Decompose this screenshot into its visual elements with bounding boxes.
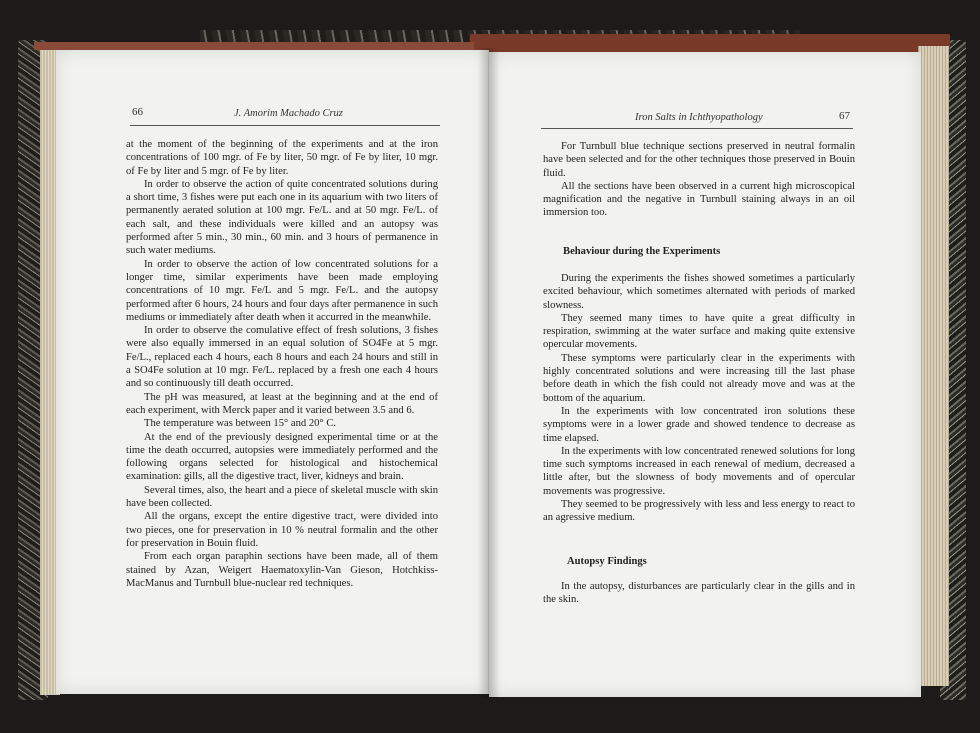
page-stack-right [918, 46, 949, 686]
right-intro-paragraph-2: All the sections have been observed in a current high microscopical magnification and the negative in Turnbull staining always in an oil immersion too. [543, 180, 855, 219]
book-edge-left [34, 42, 474, 50]
left-paragraph-9: All the organs, except the entire digestive tract, were divided into two pieces, one for preservation in 10 % neutral formalin and the other for preservation in Bouin fluid. [126, 511, 438, 549]
left-paragraph-5: The pH was measured, at least at the beginning and at the end of each experiment, with Merck paper and it varied between 3.5 and 6. [126, 391, 438, 416]
left-page [56, 50, 489, 694]
right-section1-paragraph-6: They seemed to be progressively with less and less energy to react to an agressive medium. [543, 499, 855, 524]
right-section1-paragraph-1: During the experiments the fishes showed sometimes a particularly excited behaviour, which sometimes alternated with periods of marked slowness. [543, 273, 855, 311]
left-paragraph-2: In order to observe the action of quite concentrated solutions during a short time, 3 fishes were put each one in its aquarium with two liters of permanently aerated solution at 100 mgr. Fe/L. and at 50 mgr. Fe/L. of each salt, and these individuals were killed and an autopsy was performed after 5 min., 30 min., 60 min. and 3 hours of permanence in such water mediums. [126, 178, 438, 257]
right-section2-text [543, 580, 855, 607]
left-paragraph-7: At the end of the previously designed experimental time or at the time the death occurred, autopsies were immediately performed and the following organs selected for histological and histochemical examination: gills, all the digestive tract, liver, kidneys and brain. [126, 431, 438, 483]
book-gutter [478, 48, 500, 698]
book-spine-edge [470, 34, 950, 52]
right-running-head: Iron Salts in Ichthyopathology [635, 112, 763, 123]
left-header-rule [130, 125, 440, 126]
left-body-text [126, 138, 438, 590]
left-paragraph-4: In order to observe the comulative effect of fresh solutions, 3 fishes were also equally immersed in an equal solution of SO4Fe at 5 mgr. Fe/L., replaced each 4 hours, each 8 hours and each 24 hours and still in a SO4Fe solution at 10 mgr. Fe/L. replaced by a fresh one each 4 hours and so continuously till death occurred. [126, 325, 438, 390]
left-paragraph-8: Several times, also, the heart and a piece of skeletal muscle with skin have been collected. [126, 484, 438, 510]
right-section1-paragraph-3: These symptoms were particularly clear in the experiments with highly concentrated solutions and were increasing till the last phase before death in which the fish could not already move and was at the bottom of the aquarium. [543, 352, 855, 404]
right-page [489, 52, 921, 697]
left-running-head: J. Amorim Machado Cruz [234, 108, 343, 119]
section-heading-autopsy: Autopsy Findings [567, 556, 647, 567]
right-section1-paragraph-4: In the experiments with low concentrated iron solutions these symptoms were in a lower grade and showed tendence to decrease as time elapsed. [543, 405, 855, 444]
right-header-rule [541, 128, 853, 129]
left-paragraph-10: From each organ paraphin sections have been made, all of them stained by Azan, Weigert Haematoxylin-Van Gieson, Hotchkiss-MacManus and Turnbull blue-nuclear red techniques. [126, 551, 438, 589]
right-intro-paragraph-1: For Turnbull blue technique sections preserved in neutral formalin have been selected and for the other techniques those preserved in Bouin fluid. [543, 141, 855, 179]
right-section1-paragraph-2: They seemed many times to have quite a great difficulty in respiration, swimming at the water surface and making quite extensive opercular movements. [543, 312, 855, 351]
left-paragraph-3: In order to observe the action of low concentrated solutions for a longer time, similar experiments have been made employing concentrations of 10 mgr. Fe/L and 5 mgr. Fe/L. and the autopsy performed after 6 hours, 24 hours and four days after permanence in such mediums or immediately after death when it accurred in the meanwhile. [126, 258, 438, 323]
left-paragraph-6: The temperature was between 15° and 20° C. [144, 418, 337, 430]
left-paragraph-1: at the moment of the beginning of the experiments and at the iron concentrations of 100 mgr. of Fe by liter, 50 mgr. of Fe by liter, 10 mgr. of Fe by liter and 5 mgr. of Fe by liter. [126, 139, 438, 177]
right-section2-paragraph-1: In the autopsy, disturbances are particularly clear in the gills and in the skin. [543, 581, 855, 606]
left-page-number: 66 [132, 106, 143, 118]
right-section1-paragraph-5: In the experiments with low concentrated renewed solutions for long time such symptoms increased in each renewal of medium, decreased a little after, but the slowness of body movements and of opercular movements was progressive. [543, 445, 855, 497]
right-section1-text [543, 272, 855, 525]
right-intro-text [543, 140, 855, 220]
right-page-number: 67 [839, 110, 850, 122]
section-heading-behaviour: Behaviour during the Experiments [563, 246, 721, 257]
